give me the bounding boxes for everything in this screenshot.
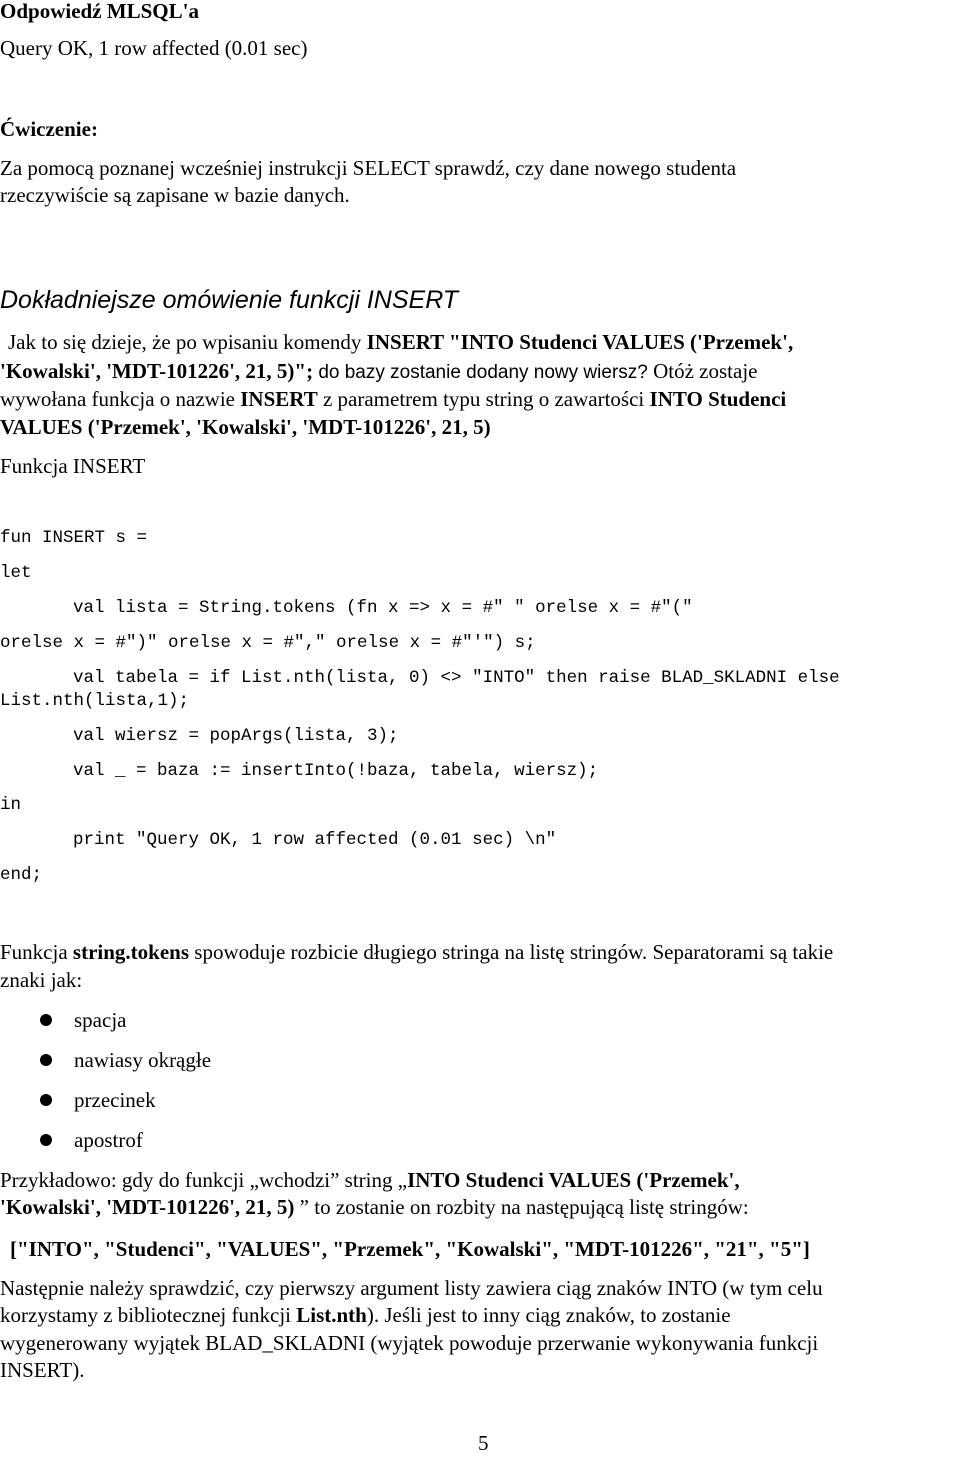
function-label: Funkcja INSERT bbox=[0, 454, 146, 478]
bold-span: INTO Studenci VALUES ('Przemek', bbox=[407, 1168, 740, 1192]
code-line: let bbox=[0, 563, 32, 583]
text-span: z parametrem typu string o zawartości bbox=[317, 387, 650, 411]
bold-span: INTO Studenci bbox=[649, 387, 787, 411]
bullet-icon bbox=[40, 1134, 52, 1146]
paragraph-line: wygenerowany wyjątek BLAD_SKLADNI (wyjątek powoduje przerwanie wykonywania funkcji bbox=[0, 1331, 819, 1355]
paragraph-line: Następnie należy sprawdzić, czy pierwszy argument listy zawiera ciąg znaków INTO (w tym celu bbox=[0, 1276, 823, 1300]
text-span: spowoduje rozbicie długiego stringa na listę stringów. bbox=[189, 940, 648, 964]
bold-span: INSERT bbox=[240, 387, 318, 411]
list-item: nawiasy okrągłe bbox=[74, 1048, 212, 1072]
bold-span: 'Kowalski', 'MDT-101226', 21, 5) bbox=[0, 1195, 295, 1219]
code-line: List.nth(lista,1); bbox=[0, 691, 190, 711]
list-item: apostrof bbox=[74, 1128, 143, 1152]
text-span: ” to zostanie on rozbity na następującą listę stringów: bbox=[294, 1195, 749, 1219]
paragraph-line bbox=[0, 1193, 749, 1221]
code-line: in bbox=[0, 795, 22, 815]
paragraph-line: INSERT). bbox=[0, 1358, 85, 1382]
code-line: val tabela = if List.nth(lista, 0) <> "INTO" then raise BLAD_SKLADNI else bbox=[73, 668, 840, 688]
paragraph-line bbox=[0, 385, 786, 413]
response-heading: Odpowiedź MLSQL'a bbox=[0, 0, 199, 23]
list-item: przecinek bbox=[74, 1088, 156, 1112]
text-span: Funkcja bbox=[0, 940, 73, 964]
text-span: Jak to się dzieje, że po wpisaniu komendy bbox=[8, 330, 367, 354]
code-line: val lista = String.tokens (fn x => x = #" " orelse x = #"(" bbox=[73, 598, 693, 618]
exercise-title: Ćwiczenie: bbox=[0, 117, 98, 141]
bold-span: string.tokens bbox=[72, 940, 190, 964]
section-title: Dokładniejsze omówienie funkcji INSERT bbox=[0, 286, 459, 314]
paragraph-line bbox=[0, 357, 757, 387]
code-line: end; bbox=[0, 865, 43, 885]
text-span: Przykładowo: gdy do funkcji „wchodzi” string „ bbox=[0, 1168, 408, 1192]
paragraph-line bbox=[0, 1301, 731, 1329]
text-span: Otóż zostaje bbox=[647, 359, 758, 383]
token-list: ["INTO", "Studenci", "VALUES", "Przemek", "Kowalski", "MDT-101226", "21", "5"] bbox=[10, 1237, 810, 1261]
page-number: 5 bbox=[478, 1431, 489, 1455]
list-item: spacja bbox=[74, 1008, 127, 1032]
bold-span: List.nth bbox=[296, 1303, 367, 1327]
text-span: Separatorami są takie bbox=[647, 940, 834, 964]
exercise-line: rzeczywiście są zapisane w bazie danych. bbox=[0, 183, 350, 207]
paragraph-line: znaki jak: bbox=[0, 968, 83, 992]
code-line: val wiersz = popArgs(lista, 3); bbox=[73, 726, 399, 746]
code-line: orelse x = #")" orelse x = #"," orelse x = #"'") s; bbox=[0, 633, 536, 653]
insert-command-span: INSERT "INTO Studenci VALUES ('Przemek', bbox=[366, 330, 794, 354]
paragraph-line bbox=[0, 1166, 740, 1194]
text-span: korzystamy z bibliotecznej funkcji bbox=[0, 1303, 297, 1327]
code-line: val _ = baza := insertInto(!baza, tabela, wiersz); bbox=[73, 761, 599, 781]
paragraph-line bbox=[0, 938, 833, 966]
exercise-line: Za pomocą poznanej wcześniej instrukcji SELECT sprawdź, czy dane nowego studenta bbox=[0, 156, 737, 180]
bullet-icon bbox=[40, 1054, 52, 1066]
text-span: ). Jeśli jest to inny ciąg znaków, to zostanie bbox=[366, 1303, 731, 1327]
code-line: fun INSERT s = bbox=[0, 528, 148, 548]
paragraph-line: VALUES ('Przemek', 'Kowalski', 'MDT-101226', 21, 5) bbox=[0, 415, 491, 439]
sans-text-span: do bazy zostanie dodany nowy wiersz? bbox=[318, 362, 648, 383]
bullet-icon bbox=[40, 1014, 52, 1026]
insert-command-span: 'Kowalski', 'MDT-101226', 21, 5)"; bbox=[0, 359, 319, 383]
bullet-icon bbox=[40, 1094, 52, 1106]
query-ok-text: Query OK, 1 row affected (0.01 sec) bbox=[0, 36, 308, 60]
text-span: wywołana funkcja o nazwie bbox=[0, 387, 241, 411]
code-line: print "Query OK, 1 row affected (0.01 sec) \n" bbox=[73, 830, 557, 850]
paragraph-line bbox=[8, 328, 793, 356]
